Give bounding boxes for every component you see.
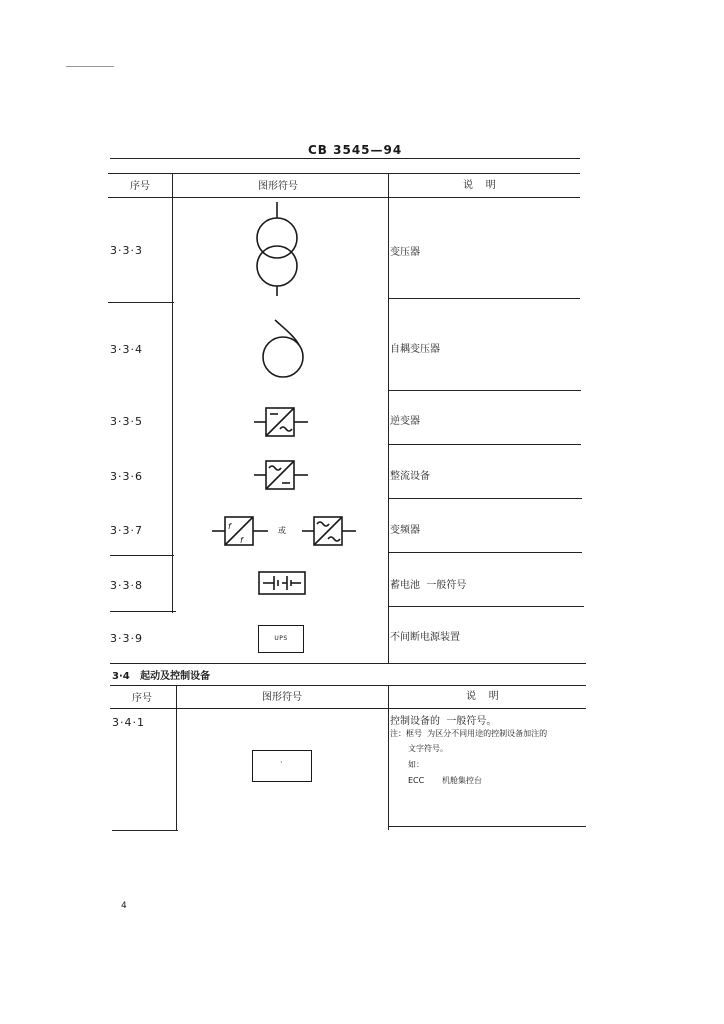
table-rule xyxy=(110,708,586,709)
desc-line: 如： xyxy=(408,760,424,769)
table-rule xyxy=(108,173,580,174)
row-seq: 3·3·6 xyxy=(110,470,143,483)
control-device-box-icon xyxy=(252,750,312,782)
ups-symbol-box xyxy=(258,625,304,653)
row-seq: 3·3·9 xyxy=(110,632,143,645)
row-seq: 3·3·7 xyxy=(110,524,143,537)
header-symbol: 图形符号 xyxy=(262,692,302,703)
battery-icon xyxy=(258,571,308,597)
row-seq: 3·3·5 xyxy=(110,415,143,428)
header-desc: 说 明 xyxy=(466,691,499,702)
table-rule xyxy=(110,611,176,612)
table-rule xyxy=(112,830,178,831)
frequency-converter-icon xyxy=(210,512,370,550)
desc-line: 注：框号 为区分不同用途的控制设备加注的 xyxy=(390,729,548,738)
frequency-f2-label: f xyxy=(240,536,243,545)
desc-line: ECC 机舱集控台 xyxy=(408,776,483,785)
row-desc: 不间断电源装置 xyxy=(390,632,460,643)
symbol-or-text: 或 xyxy=(278,526,286,535)
row-seq: 3·4·1 xyxy=(112,716,145,729)
header-symbol: 图形符号 xyxy=(258,181,298,192)
header-seq: 序号 xyxy=(130,181,150,192)
table-rule xyxy=(388,444,581,445)
control-box-mark: · xyxy=(280,758,283,767)
table-rule xyxy=(110,158,580,159)
scan-mark xyxy=(66,66,114,67)
table-rule xyxy=(110,663,586,664)
table-rule xyxy=(388,498,582,499)
page-number: 4 xyxy=(121,901,127,911)
row-desc: 变频器 xyxy=(390,525,420,536)
header-desc: 说 明 xyxy=(463,180,496,191)
row-seq: 3·3·4 xyxy=(110,343,143,356)
table-rule xyxy=(108,302,174,303)
table-rule xyxy=(388,298,580,299)
row-desc: 逆变器 xyxy=(390,416,420,427)
ups-label: UPS xyxy=(274,635,288,642)
row-seq: 3·3·8 xyxy=(110,579,143,592)
table-rule xyxy=(388,826,586,827)
document-code: CB 3545—94 xyxy=(308,143,403,157)
rectifier-icon xyxy=(252,456,312,494)
table-rule xyxy=(110,555,174,556)
inverter-icon xyxy=(252,404,312,440)
row-desc: 自耦变压器 xyxy=(390,344,440,355)
frequency-f1-label: f xyxy=(228,522,231,531)
autotransformer-icon xyxy=(255,315,315,385)
section-title: 3·4 起动及控制设备 xyxy=(112,671,211,682)
desc-line: 文字符号。 xyxy=(408,744,448,753)
table-rule xyxy=(388,606,584,607)
header-seq: 序号 xyxy=(132,693,152,704)
table-rule xyxy=(388,685,389,830)
table-rule xyxy=(172,173,173,613)
table-rule xyxy=(108,197,580,198)
table-rule xyxy=(388,173,389,663)
row-desc: 整流设备 xyxy=(390,471,430,482)
table-rule xyxy=(388,552,582,553)
row-desc: 蓄电池 一般符号 xyxy=(390,580,467,591)
table-rule xyxy=(176,685,177,830)
row-desc: 变压器 xyxy=(390,247,420,258)
table-rule xyxy=(110,685,586,686)
table-rule xyxy=(388,390,581,391)
row-seq: 3·3·3 xyxy=(110,244,143,257)
desc-line: 控制设备的 一般符号。 xyxy=(390,716,497,727)
transformer-icon xyxy=(250,200,310,300)
